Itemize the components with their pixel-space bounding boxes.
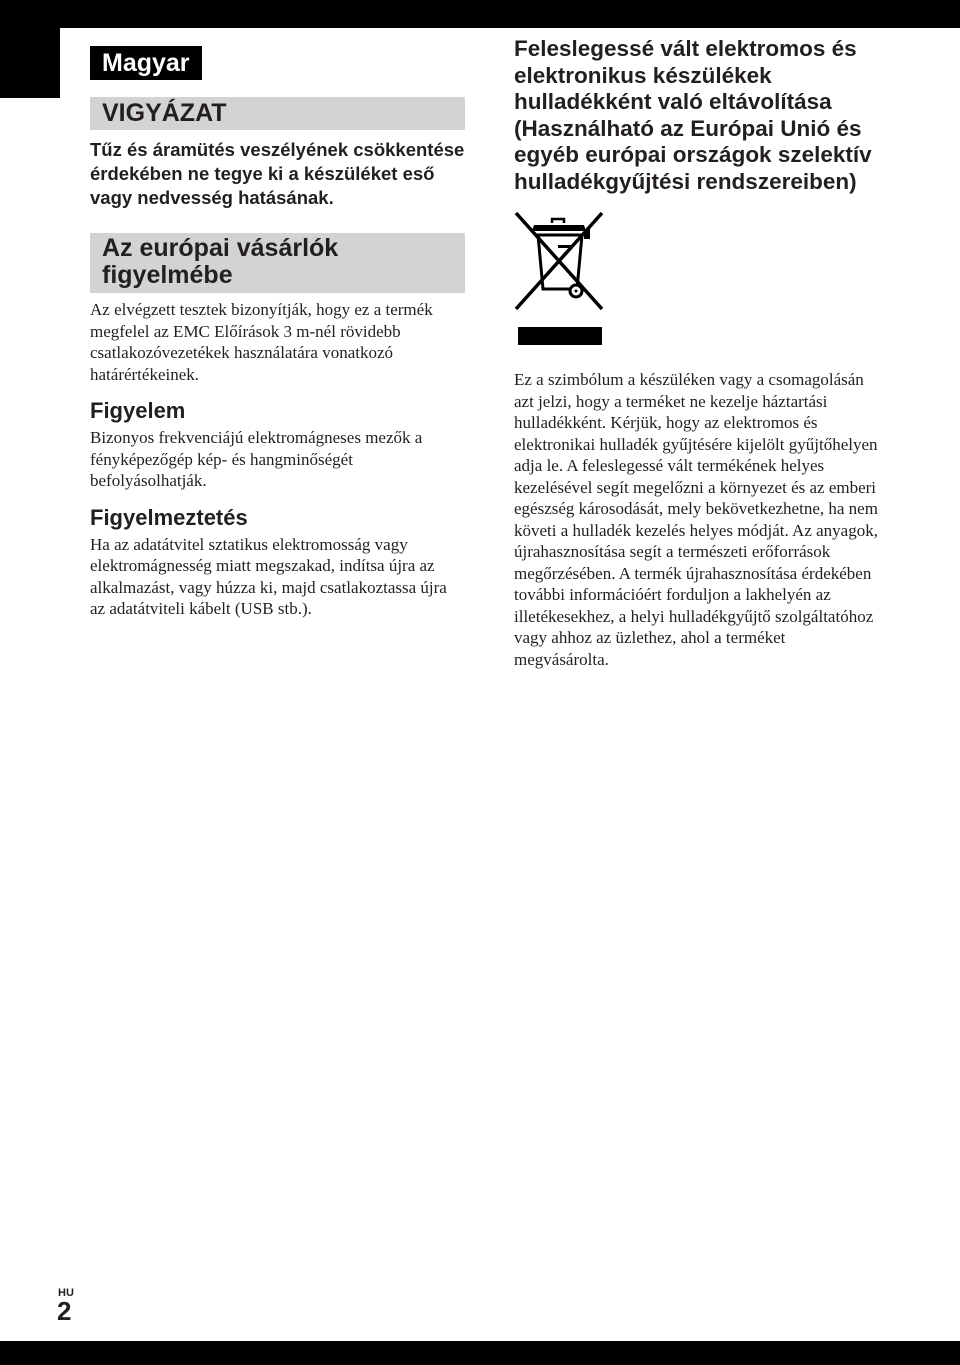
- european-text: Az elvégzett tesztek bizonyítják, hogy ez a termék megfelel az EMC Előírások 3 m-nél rövidebb csatlakozóvezetékek használatára vonatkozó határértékeinek.: [90, 300, 433, 384]
- attention-text: Bizonyos frekvenciájú elektromágneses mezők a fényképezőgép kép- és hangminőségét befolyásolhatják.: [90, 428, 423, 490]
- language-tab: Magyar: [90, 46, 202, 80]
- disposal-heading: Feleslegessé vált elektromos és elektronikus készülékek hulladékként való eltávolítása (Használható az Európai Unió és egyéb európai országok szelektív hulladékgyűjtési rendszereiben): [514, 36, 872, 194]
- notice-text: Ha az adatátvitel sztatikus elektromosság vagy elektromágnesség miatt megszakad, indítsa újra az alkalmazást, vagy húzza ki, majd csatlakoztassa újra az adatátviteli kábelt (USB stb.).: [90, 534, 447, 618]
- bottom-rule: [0, 1341, 960, 1365]
- page-number: 2: [57, 1296, 72, 1326]
- warning-text: Tűz és áramütés veszélyének csökkentése érdekében ne tegye ki a készüléket eső vagy nedvesség hatásának.: [90, 139, 465, 208]
- corner-tab: [0, 0, 60, 98]
- notice-heading: Figyelmeztetés: [90, 504, 248, 530]
- attention-heading: Figyelem: [90, 398, 186, 423]
- crossed-out-wheelie-bin-icon: [514, 211, 606, 349]
- disposal-text: Ez a szimbólum a készüléken vagy a csomagolásán azt jelzi, hogy a terméket ne kezelje háztartási hulladékként. Kérjük, hogy az elektromos és elektronikai hulladék gyűjtésére kijelölt gyűjtőhelyen adja le. A feleslegessé vált termékének helyes kezelésével segít megelőzni a környezet és az emberi egészség károsodását, mely bekövetkezhetne, ha nem követi a hulladék kezelés helyes módját. Az anyagok, újrahasznosítása segít a természeti erőforrások megőrzésében. A termék újrahasznosítása érdekében további információért forduljon a lakhelyén az illetékesekhez, a helyi hulladékgyűjtő szolgáltatóhoz vagy ahhoz az üzlethez, ahol a terméket megvásárolta.: [514, 370, 878, 669]
- right-column: [514, 36, 884, 670]
- warning-heading: VIGYÁZAT: [90, 97, 465, 130]
- language-code: HU: [58, 1287, 74, 1299]
- left-column: [90, 46, 465, 620]
- european-heading: Az európai vásárlók figyelmébe: [90, 233, 465, 293]
- top-rule: [0, 0, 960, 28]
